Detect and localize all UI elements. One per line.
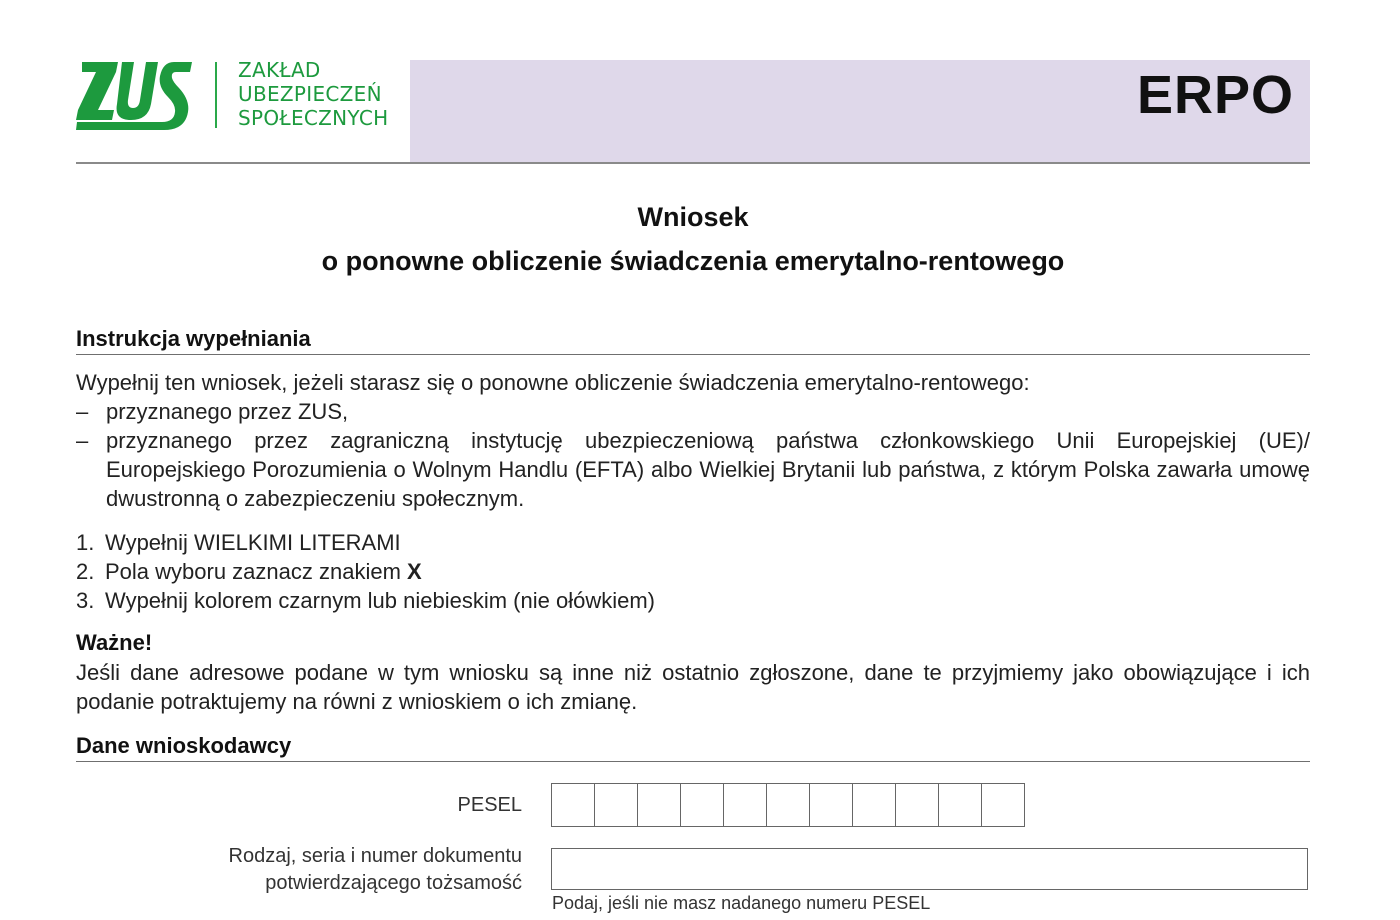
logo-line-2: UBEZPIECZEŃ — [238, 82, 382, 106]
instruction-step-1: 1. Wypełnij WIELKIMI LITERAMI — [76, 530, 401, 555]
pesel-digit-cell[interactable] — [810, 784, 853, 826]
x-mark-example: X — [407, 559, 422, 584]
pesel-digit-cell[interactable] — [724, 784, 767, 826]
form-code: ERPO — [1136, 65, 1294, 125]
instruction-dash-item: – przyznanego przez zagraniczną instytucję ubezpieczeniową państwa członkowskiego Unii Europejskiej (UE)/ Europejskiego Porozumienia o Wolnym Handlu (EFTA) albo Wielkiej Brytanii lub państwa, z którym Polska zawarła umowę dwustronną o zabezpieczeniu społecznym. — [76, 428, 1310, 511]
logo-line-3: SPOŁECZNYCH — [238, 106, 389, 130]
header-band — [410, 60, 1310, 162]
pesel-label: PESEL — [457, 794, 522, 816]
zus-logo-mark — [76, 60, 194, 130]
pesel-digit-cell[interactable] — [595, 784, 638, 826]
instructions-rule — [76, 354, 1310, 355]
identity-document-hint: Podaj, jeśli nie masz nadanego numeru PESEL — [552, 893, 931, 913]
instruction-dash-item: – przyznanego przez ZUS, — [76, 399, 349, 424]
applicant-heading: Dane wnioskodawcy — [76, 733, 292, 758]
applicant-rule — [76, 761, 1310, 762]
header-divider — [76, 162, 1310, 164]
logo-line-1: ZAKŁAD — [238, 58, 321, 82]
dash-bullet: – — [76, 399, 89, 424]
dash-bullet: – — [76, 428, 89, 453]
important-text: Jeśli dane adresowe podane w tym wniosku są inne niż ostatnio zgłoszone, dane te przyjmiemy jako obowiązujące i ich podanie potraktujemy na równi z wnioskiem o ich zmianę. — [76, 660, 1310, 714]
page-title: Wniosek — [637, 202, 749, 232]
pesel-input-group[interactable] — [551, 783, 1025, 827]
important-heading: Ważne! — [76, 630, 153, 655]
pesel-digit-cell[interactable] — [767, 784, 810, 826]
pesel-digit-cell[interactable] — [853, 784, 896, 826]
pesel-digit-cell[interactable] — [939, 784, 982, 826]
pesel-digit-cell[interactable] — [896, 784, 939, 826]
logo-divider — [215, 62, 217, 128]
instruction-step-2: 2. Pola wyboru zaznacz znakiem X — [76, 559, 422, 584]
page-subtitle: o ponowne obliczenie świadczenia emerytalno-rentowego — [321, 246, 1065, 276]
pesel-digit-cell[interactable] — [552, 784, 595, 826]
instructions-body — [76, 368, 1310, 615]
instructions-intro: Wypełnij ten wniosek, jeżeli starasz się o ponowne obliczenie świadczenia emerytalno-rentowego: — [76, 370, 1030, 395]
pesel-digit-cell[interactable] — [681, 784, 724, 826]
identity-document-label: Rodzaj, seria i numer dokumentu potwierdzającego tożsamość — [228, 845, 522, 894]
logo-wordmark — [238, 58, 388, 130]
identity-document-input[interactable] — [551, 848, 1308, 890]
pesel-digit-cell[interactable] — [638, 784, 681, 826]
instruction-step-3: 3. Wypełnij kolorem czarnym lub niebieskim (nie ołówkiem) — [76, 588, 655, 613]
pesel-digit-cell[interactable] — [982, 784, 1024, 826]
instructions-heading: Instrukcja wypełniania — [76, 326, 311, 351]
